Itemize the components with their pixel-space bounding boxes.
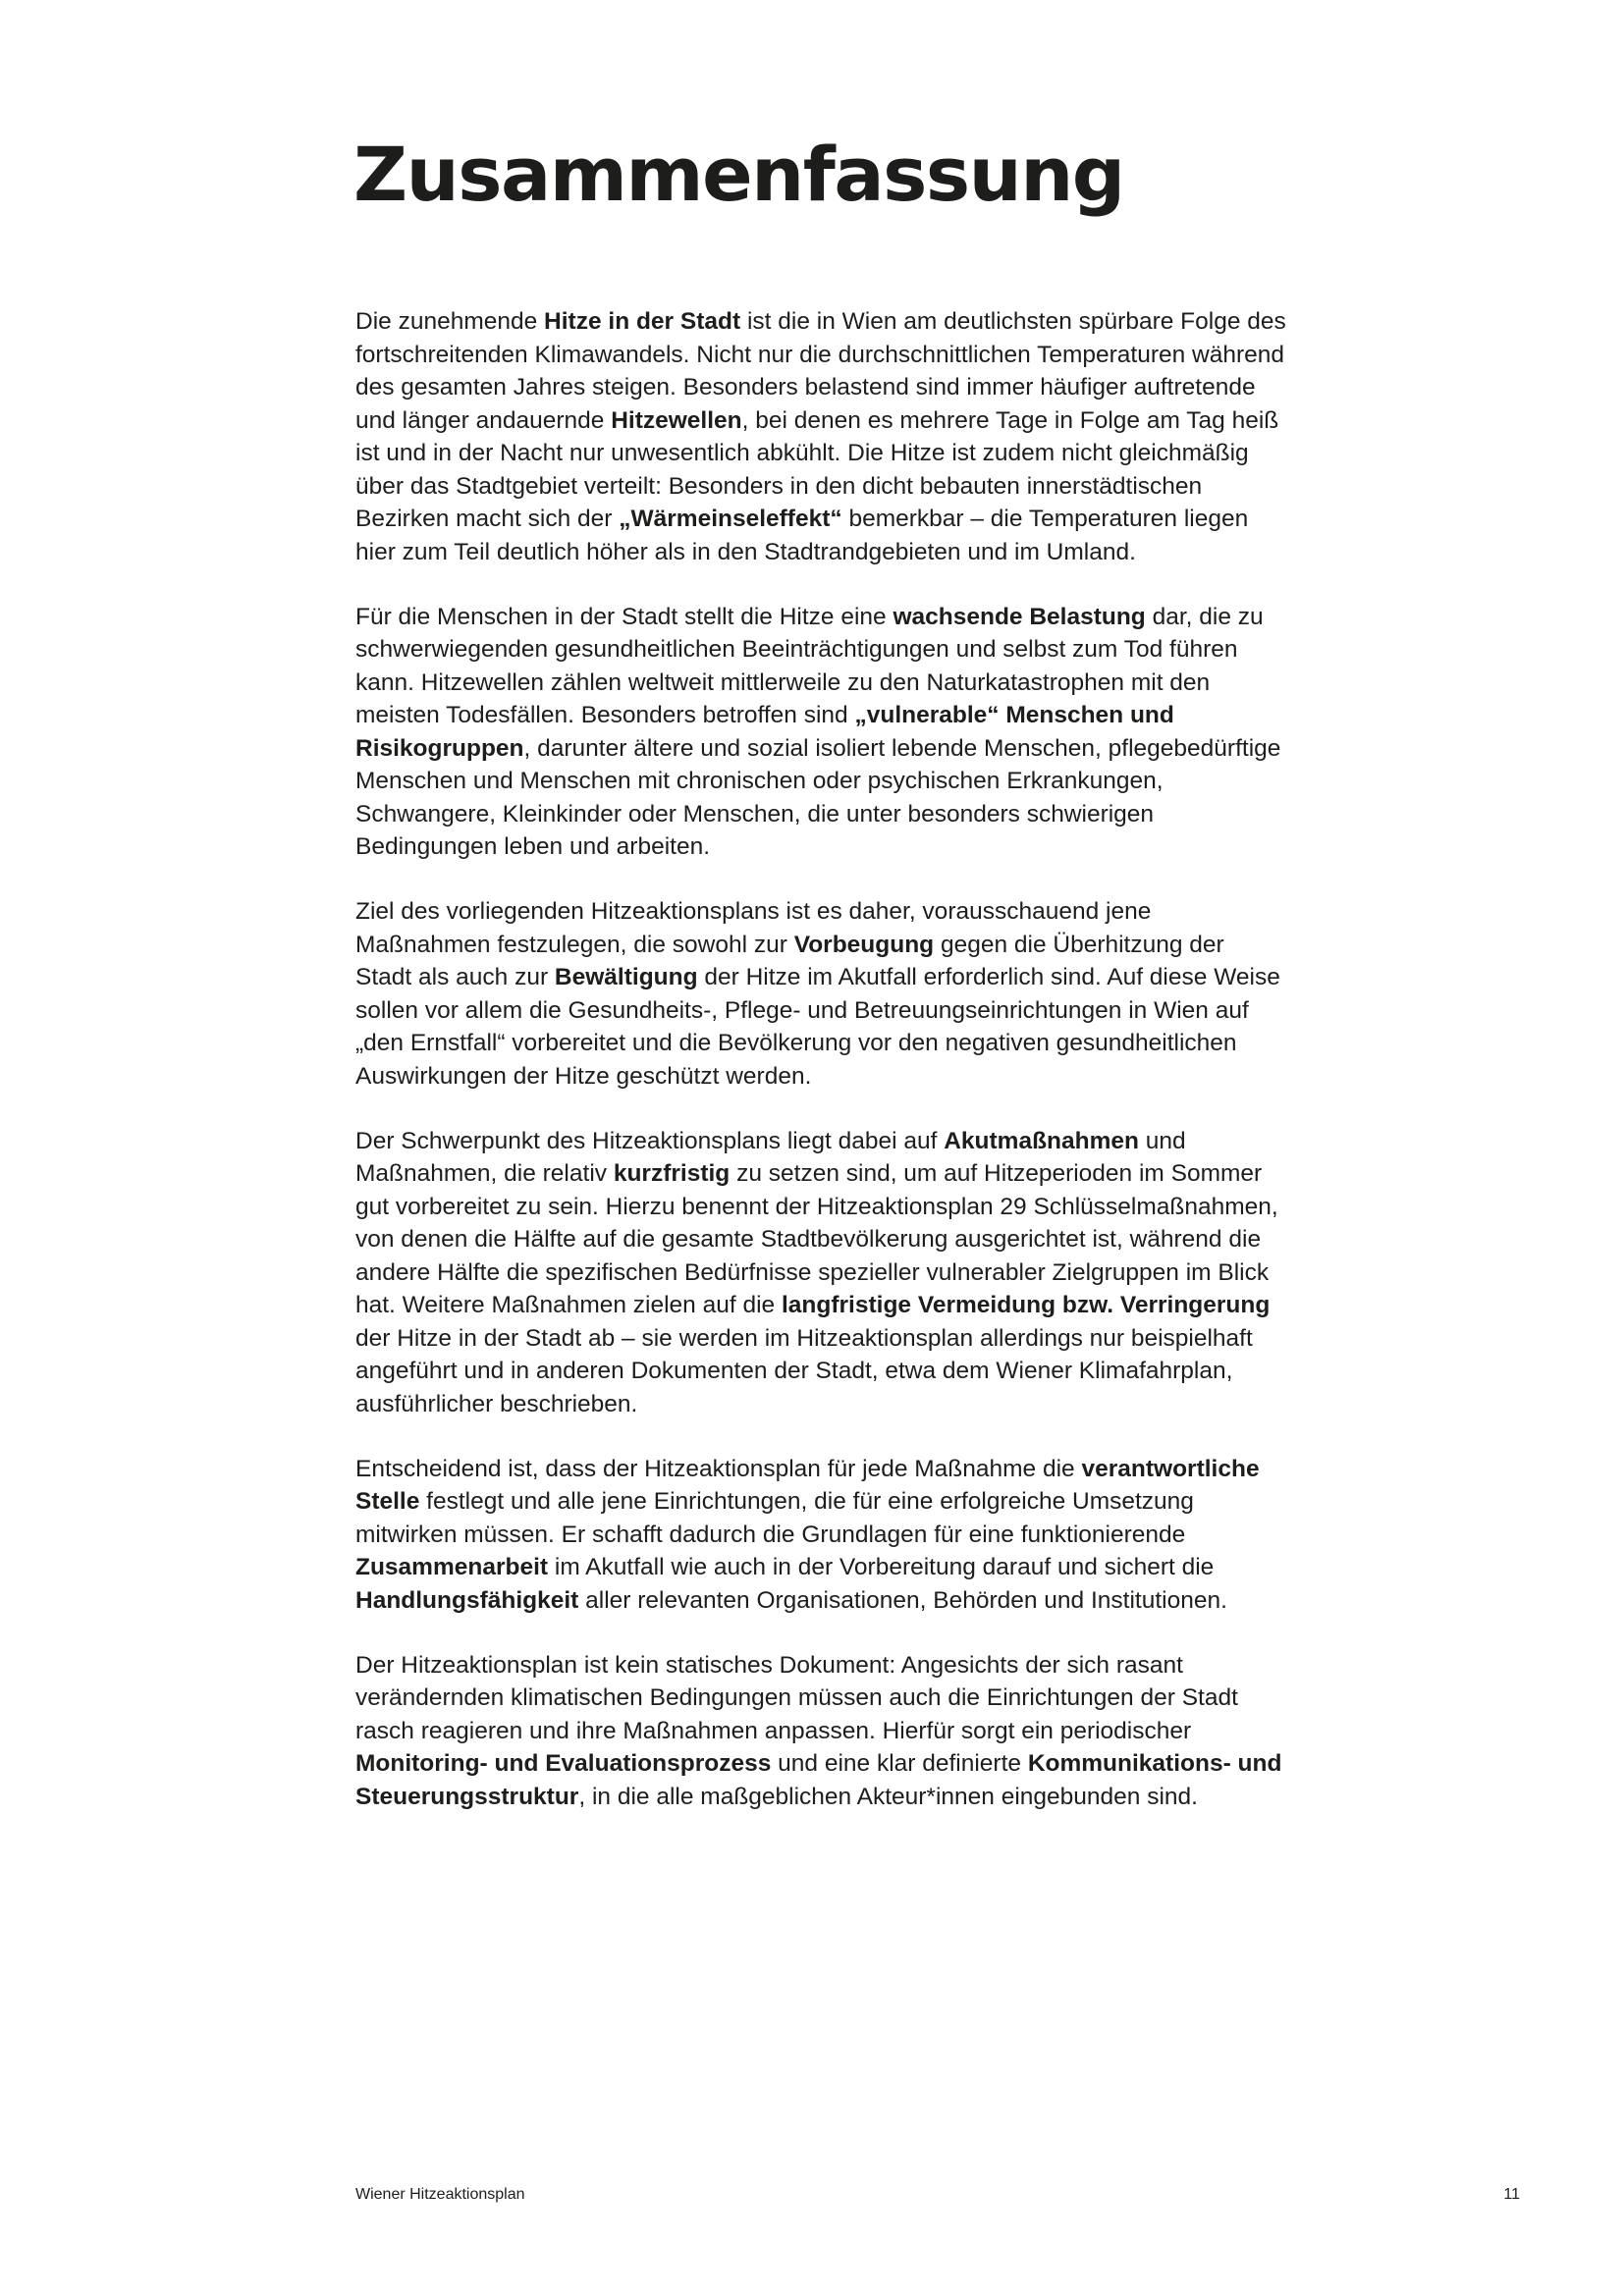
emphasis-text: Zusammenarbeit bbox=[355, 1554, 549, 1580]
emphasis-text: Monitoring- und Evaluationsprozess bbox=[355, 1750, 772, 1777]
emphasis-text: Bewältigung bbox=[554, 964, 698, 990]
emphasis-text: „vulnerable“ Menschen und Risikogruppen bbox=[355, 702, 1174, 762]
emphasis-text: langfristige Vermeidung bzw. Verringerung bbox=[781, 1292, 1271, 1318]
page-title: Zusammenfassung bbox=[353, 131, 1124, 218]
emphasis-text: kurzfristig bbox=[613, 1160, 731, 1187]
page-number: 11 bbox=[1503, 2186, 1520, 2203]
emphasis-text: wachsende Belastung bbox=[893, 603, 1146, 630]
body-text bbox=[355, 305, 1286, 1845]
emphasis-text: verantwortliche Stelle bbox=[355, 1455, 1260, 1515]
footer-document-title: Wiener Hitzeaktionsplan bbox=[355, 2186, 525, 2203]
paragraph: Der Schwerpunkt des Hitzeaktionsplans liegt dabei auf Akutmaßnahmen und Maßnahmen, die relativ kurzfristig zu setzen sind, um auf Hitzeperioden im Sommer gut vorbereitet zu sein. Hierzu benennt der Hitzeaktionsplan 29 Schlüsselmaßnahmen, von denen die Hälfte auf die gesamte Stadtbevölkerung ausgerichtet ist, während die andere Hälfte die spezifischen Bedürfnisse spezieller vulnerabler Zielgruppen im Blick hat. Weitere Maßnahmen zielen auf die langfristige Vermeidung bzw. Verringerung der Hitze in der Stadt ab – sie werden im Hitzeaktionsplan allerdings nur beispielhaft angeführt und in anderen Dokumenten der Stadt, etwa dem Wiener Klimafahrplan, ausführlicher beschrieben. bbox=[355, 1127, 1278, 1417]
emphasis-text: Handlungsfähigkeit bbox=[355, 1586, 579, 1614]
emphasis-text: Hitze in der Stadt bbox=[544, 308, 741, 335]
paragraph: Der Hitzeaktionsplan ist kein statisches Dokument: Angesichts der sich rasant verändernden klimatischen Bedingungen müssen auch die Einrichtungen der Stadt rasch reagieren und ihre Maßnahmen anpassen. Hierfür sorgt ein periodischer Monitoring- und Evaluationsprozess und eine klar definierte Kommunikations- und Steuerungsstruktur, in die alle maßgeblichen Akteur*innen eingebunden sind. bbox=[355, 1651, 1282, 1810]
paragraph: Entscheidend ist, dass der Hitzeaktionsplan für jede Maßnahme die verantwortliche Stelle festlegt und alle jene Einrichtungen, die für eine erfolgreiche Umsetzung mitwirken müssen. Er schafft dadurch die Grundlagen für eine funktionierende Zusammenarbeit im Akutfall wie auch in der Vorbereitung darauf und sichert die Handlungsfähigkeit aller relevanten Organisationen, Behörden und Institutionen. bbox=[355, 1455, 1260, 1614]
paragraph: Für die Menschen in der Stadt stellt die Hitze eine wachsende Belastung dar, die zu schwerwiegenden gesundheitlichen Beeinträchtigungen und selbst zum Tod führen kann. Hitzewellen zählen weltweit mittlerweile zu den Naturkatastrophen mit den meisten Todesfällen. Besonders betroffen sind „vulnerable“ Menschen und Risikogruppen, darunter ältere und sozial isoliert lebende Menschen, pflegebedürftige Menschen und Menschen mit chronischen oder psychischen Erkrankungen, Schwangere, Kleinkinder oder Menschen, die unter besonders schwierigen Bedingungen leben und arbeiten. bbox=[355, 603, 1281, 860]
emphasis-text: „Wärmeinseleffekt“ bbox=[619, 506, 842, 532]
emphasis-text: Vorbeugung bbox=[793, 931, 935, 958]
paragraph: Die zunehmende Hitze in der Stadt ist die in Wien am deutlichsten spürbare Folge des fortschreitenden Klimawandels. Nicht nur die durchschnittlichen Temperaturen während des gesamten Jahres steigen. Besonders belastend sind immer häufiger auftretende und länger andauernde Hitzewellen, bei denen es mehrere Tage in Folge am Tag heiß ist und in der Nacht nur unwesentlich abkühlt. Die Hitze ist zudem nicht gleichmäßig über das Stadtgebiet verteilt: Besonders in den dicht bebauten innerstädtischen Bezirken macht sich der „Wärmeinseleffekt“ bemerkbar – die Temperaturen liegen hier zum Teil deutlich höher als in den Stadtrandgebieten und im Umland. bbox=[355, 308, 1286, 565]
emphasis-text: Hitzewellen bbox=[611, 406, 742, 434]
emphasis-text: Akutmaßnahmen bbox=[944, 1127, 1139, 1154]
paragraph: Ziel des vorliegenden Hitzeaktionsplans ist es daher, vorausschauend jene Maßnahmen festzulegen, die sowohl zur Vorbeugung gegen die Überhitzung der Stadt als auch zur Bewältigung der Hitze im Akutfall erforderlich sind. Auf diese Weise sollen vor allem die Gesundheits-, Pflege- und Betreuungseinrichtungen in Wien auf „den Ernstfall“ vorbereitet und die Bevölkerung vor den negativen gesundheitlichen Auswirkungen der Hitze geschützt werden. bbox=[355, 898, 1280, 1090]
emphasis-text: Kommunikations- und Steuerungsstruktur bbox=[355, 1750, 1282, 1810]
